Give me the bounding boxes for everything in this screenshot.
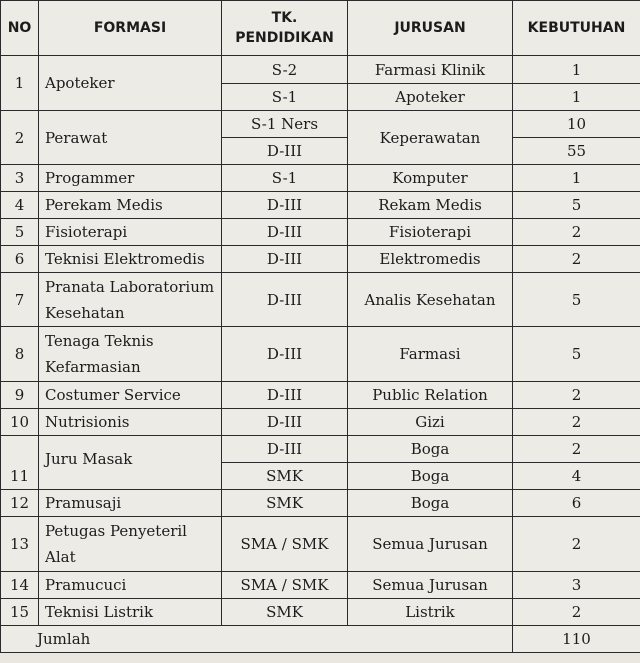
row-formasi: Tenaga Teknis Kefarmasian: [39, 327, 222, 382]
row-no: 6: [1, 246, 39, 273]
row-no: 3: [1, 165, 39, 192]
table-row: [1, 490, 640, 517]
row-jurusan: Gizi: [348, 409, 513, 436]
row-formasi: Perawat: [39, 111, 222, 165]
row-formasi: Teknisi Listrik: [39, 599, 222, 626]
row-no: 4: [1, 192, 39, 219]
row-formasi: Perekam Medis: [39, 192, 222, 219]
header-formasi: FORMASI: [39, 1, 222, 56]
row-no: 12: [1, 490, 39, 517]
total-label: Jumlah: [1, 626, 513, 653]
table-row: [1, 165, 640, 192]
row-no: 7: [1, 273, 39, 327]
row-kebutuhan: 2: [513, 409, 640, 436]
row-jurusan: Elektromedis: [348, 246, 513, 273]
row-kebutuhan: 55: [513, 138, 640, 165]
row-formasi: Progammer: [39, 165, 222, 192]
row-jurusan: Public Relation: [348, 382, 513, 409]
table-row: [1, 382, 640, 409]
row-formasi: Nutrisionis: [39, 409, 222, 436]
row-no: 10: [1, 409, 39, 436]
row-pendidikan: D-III: [222, 436, 348, 463]
row-pendidikan: D-III: [222, 246, 348, 273]
header-jurusan: JURUSAN: [348, 1, 513, 56]
row-formasi: Pramusaji: [39, 490, 222, 517]
table-row: [1, 273, 640, 327]
row-kebutuhan: 6: [513, 490, 640, 517]
header-row: [1, 1, 640, 56]
row-pendidikan: D-III: [222, 409, 348, 436]
header-kebutuhan: KEBUTUHAN: [513, 1, 640, 56]
row-kebutuhan: 1: [513, 165, 640, 192]
row-jurusan: Rekam Medis: [348, 192, 513, 219]
row-pendidikan: SMA / SMK: [222, 572, 348, 599]
row-formasi: Pranata Laboratorium Kesehatan: [39, 273, 222, 327]
row-kebutuhan: 10: [513, 111, 640, 138]
row-pendidikan: S-1 Ners: [222, 111, 348, 138]
row-jurusan: Farmasi Klinik: [348, 56, 513, 84]
total-row: [1, 626, 640, 653]
row-pendidikan: D-III: [222, 327, 348, 382]
row-kebutuhan: 1: [513, 56, 640, 84]
row-jurusan: Boga: [348, 436, 513, 463]
row-kebutuhan: 1: [513, 84, 640, 111]
row-no: 2: [1, 111, 39, 165]
row-kebutuhan: 5: [513, 273, 640, 327]
row-pendidikan: SMK: [222, 599, 348, 626]
row-pendidikan: D-III: [222, 273, 348, 327]
row-jurusan: Farmasi: [348, 327, 513, 382]
total-value: 110: [513, 626, 640, 653]
row-jurusan: Komputer: [348, 165, 513, 192]
row-formasi: Fisioterapi: [39, 219, 222, 246]
row-pendidikan: SMK: [222, 490, 348, 517]
row-pendidikan: D-III: [222, 219, 348, 246]
row-no: 9: [1, 382, 39, 409]
row-no: 5: [1, 219, 39, 246]
row-pendidikan: SMK: [222, 463, 348, 490]
row-jurusan: Fisioterapi: [348, 219, 513, 246]
row-pendidikan: D-III: [222, 192, 348, 219]
row-no: 15: [1, 599, 39, 626]
table-row: [1, 517, 640, 572]
row-no: 14: [1, 572, 39, 599]
row-formasi: Juru Masak: [39, 436, 222, 490]
table-row: [1, 111, 640, 138]
row-kebutuhan: 2: [513, 219, 640, 246]
table-row: [1, 327, 640, 382]
table-row: [1, 219, 640, 246]
row-pendidikan: S-1: [222, 84, 348, 111]
row-kebutuhan: 2: [513, 517, 640, 572]
row-kebutuhan: 2: [513, 599, 640, 626]
table-row: [1, 192, 640, 219]
row-jurusan: Listrik: [348, 599, 513, 626]
row-pendidikan: D-III: [222, 138, 348, 165]
row-jurusan: Apoteker: [348, 84, 513, 111]
table-row: [1, 572, 640, 599]
row-formasi: Pramucuci: [39, 572, 222, 599]
row-jurusan: Analis Kesehatan: [348, 273, 513, 327]
row-no: 13: [1, 517, 39, 572]
row-kebutuhan: 5: [513, 192, 640, 219]
row-pendidikan: S-1: [222, 165, 348, 192]
row-no: 11: [1, 436, 39, 490]
row-kebutuhan: 2: [513, 246, 640, 273]
table-row: [1, 409, 640, 436]
table-row: [1, 56, 640, 84]
row-jurusan: Semua Jurusan: [348, 572, 513, 599]
table-row: [1, 436, 640, 463]
row-formasi: Petugas Penyeteril Alat: [39, 517, 222, 572]
row-jurusan: Boga: [348, 490, 513, 517]
row-pendidikan: S-2: [222, 56, 348, 84]
row-pendidikan: D-III: [222, 382, 348, 409]
row-no: 8: [1, 327, 39, 382]
row-kebutuhan: 2: [513, 382, 640, 409]
row-pendidikan: SMA / SMK: [222, 517, 348, 572]
table-row: [1, 599, 640, 626]
row-jurusan: Semua Jurusan: [348, 517, 513, 572]
header-no: NO: [1, 1, 39, 56]
row-no: 1: [1, 56, 39, 111]
row-kebutuhan: 2: [513, 436, 640, 463]
row-jurusan: Keperawatan: [348, 111, 513, 165]
row-kebutuhan: 4: [513, 463, 640, 490]
row-formasi: Apoteker: [39, 56, 222, 111]
table-row: [1, 246, 640, 273]
row-kebutuhan: 5: [513, 327, 640, 382]
row-jurusan: Boga: [348, 463, 513, 490]
row-formasi: Costumer Service: [39, 382, 222, 409]
header-pendidikan: TK. PENDIDIKAN: [222, 1, 348, 56]
row-kebutuhan: 3: [513, 572, 640, 599]
row-formasi: Teknisi Elektromedis: [39, 246, 222, 273]
